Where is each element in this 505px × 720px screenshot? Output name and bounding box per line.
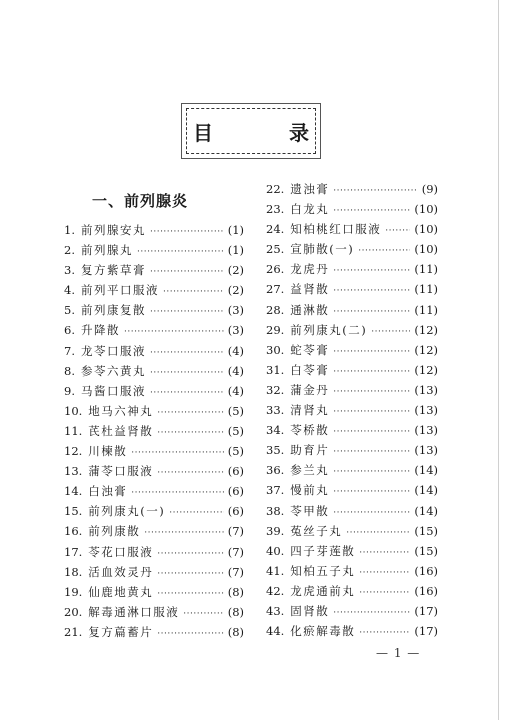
toc-entry-title: 参兰丸 xyxy=(290,463,330,478)
toc-entry-title: 宣肺散(一) xyxy=(290,242,355,257)
toc-entry-page: (15) xyxy=(414,523,438,538)
toc-entry-page: (14) xyxy=(414,463,438,478)
toc-entry-number: 22. xyxy=(266,182,285,196)
toc-entry-page: (11) xyxy=(414,302,438,317)
toc-leader-dots xyxy=(333,367,410,377)
toc-entry-number: 43. xyxy=(266,603,285,618)
toc-entry-page: (12) xyxy=(414,322,438,337)
toc-entry-page: (5) xyxy=(227,403,244,418)
toc-entry-page: (15) xyxy=(414,543,438,558)
toc-entry[interactable] xyxy=(266,583,438,603)
toc-leader-dots xyxy=(157,549,223,559)
toc-entry-page: (12) xyxy=(414,342,438,357)
toc-entry-title: 前列腺丸 xyxy=(80,243,133,258)
page-edge xyxy=(498,0,499,720)
toc-entry-page: (11) xyxy=(414,262,438,277)
toc-entry-page: (5) xyxy=(227,444,244,459)
toc-entry[interactable] xyxy=(266,362,438,382)
toc-leader-dots xyxy=(333,307,410,317)
toc-entry-title: 升降散 xyxy=(80,323,120,338)
toc-entry-page: (7) xyxy=(227,564,244,579)
toc-entry-number: 29. xyxy=(266,322,285,337)
toc-entry-title: 前列康丸(一) xyxy=(88,504,166,519)
toc-entry-page: (17) xyxy=(414,603,438,618)
toc-entry-page: (14) xyxy=(414,503,438,518)
toc-entry-number: 27. xyxy=(266,282,285,297)
toc-entry[interactable] xyxy=(64,463,244,483)
toc-entry-number: 33. xyxy=(266,403,285,418)
toc-entry-number: 17. xyxy=(64,544,83,559)
toc-leader-dots xyxy=(157,408,223,418)
toc-entry-number: 38. xyxy=(266,503,285,518)
toc-leader-dots xyxy=(157,468,223,478)
toc-entry-number: 2. xyxy=(64,243,75,258)
toc-entry-title: 前列康散 xyxy=(88,524,141,539)
toc-leader-dots xyxy=(150,348,224,358)
toc-leader-dots xyxy=(359,588,410,598)
toc-entry-page: (1) xyxy=(227,243,244,258)
toc-entry-number: 36. xyxy=(266,463,285,478)
toc-entry-title: 前列平口服液 xyxy=(80,283,159,298)
toc-leader-dots xyxy=(333,286,410,296)
toc-entry-number: 8. xyxy=(64,363,75,378)
toc-entry-title: 马酱口服液 xyxy=(80,383,146,398)
toc-entry[interactable] xyxy=(64,242,244,262)
toc-entry[interactable] xyxy=(64,282,244,302)
toc-entry[interactable] xyxy=(266,281,438,301)
toc-entry-title: 苓甲散 xyxy=(290,503,330,518)
toc-leader-dots xyxy=(333,206,410,216)
toc-entry[interactable] xyxy=(266,503,438,523)
toc-entry-page: (17) xyxy=(414,624,438,639)
toc-entry[interactable] xyxy=(266,422,438,442)
toc-entry-page: (13) xyxy=(414,423,438,438)
toc-entry-number: 10. xyxy=(64,403,83,418)
toc-entry[interactable] xyxy=(64,624,244,644)
toc-entry-title: 化瘀解毒散 xyxy=(290,624,356,639)
toc-entry-number: 18. xyxy=(64,564,83,579)
toc-entry-page: (10) xyxy=(414,202,438,217)
toc-entry-page: (4) xyxy=(227,343,244,358)
toc-entry-page: (5) xyxy=(227,423,244,438)
page-title: 目 录 xyxy=(193,120,337,145)
toc-leader-dots xyxy=(157,629,223,639)
toc-entry-title: 苓花口服液 xyxy=(88,544,154,559)
toc-entry-page: (12) xyxy=(414,362,438,377)
toc-entry-title: 清肾丸 xyxy=(290,403,330,418)
toc-entry-title: 助育片 xyxy=(290,443,330,458)
toc-entry-number: 23. xyxy=(266,202,285,217)
toc-leader-dots xyxy=(333,266,410,276)
toc-entry[interactable] xyxy=(266,342,438,362)
toc-entry[interactable] xyxy=(266,261,438,281)
toc-entry-number: 31. xyxy=(266,362,285,377)
toc-leader-dots xyxy=(157,428,223,438)
toc-leader-dots xyxy=(333,427,410,437)
toc-entry[interactable] xyxy=(64,443,244,463)
toc-entry-number: 35. xyxy=(266,443,285,458)
toc-entry-page: (6) xyxy=(227,484,244,499)
toc-entry[interactable] xyxy=(266,523,438,543)
toc-entry-title: 益肾散 xyxy=(290,282,330,297)
toc-entry[interactable] xyxy=(64,423,244,443)
toc-entry-page: (6) xyxy=(227,464,244,479)
toc-entry-title: 前列腺安丸 xyxy=(80,223,146,237)
toc-title-box xyxy=(186,108,337,154)
toc-entry-page: (10) xyxy=(414,222,438,237)
toc-entry[interactable] xyxy=(266,201,438,221)
toc-leader-dots xyxy=(144,528,223,538)
toc-entry[interactable] xyxy=(64,483,244,503)
toc-leader-dots xyxy=(131,488,223,498)
toc-entry-number: 20. xyxy=(64,604,83,619)
toc-entry-number: 40. xyxy=(266,543,285,558)
toc-entry-number: 24. xyxy=(266,222,285,237)
toc-entry-number: 1. xyxy=(64,223,75,237)
toc-leader-dots xyxy=(333,347,410,357)
toc-entry-number: 28. xyxy=(266,302,285,317)
toc-leader-dots xyxy=(333,447,410,457)
toc-entry-page: (4) xyxy=(227,383,244,398)
toc-leader-dots xyxy=(150,368,224,378)
toc-entry[interactable] xyxy=(266,563,438,583)
toc-entry[interactable] xyxy=(64,604,244,624)
section-heading: 一、前列腺炎 xyxy=(92,192,189,210)
toc-entry-number: 4. xyxy=(64,283,75,298)
toc-entry[interactable] xyxy=(64,403,244,423)
toc-entry-number: 34. xyxy=(266,423,285,438)
toc-entry[interactable] xyxy=(266,181,438,201)
toc-entry-number: 19. xyxy=(64,584,83,599)
toc-entry-number: 25. xyxy=(266,242,285,257)
toc-leader-dots xyxy=(163,287,224,297)
toc-entry-title: 蒲金丹 xyxy=(290,382,330,397)
toc-entry-page: (2) xyxy=(227,263,244,278)
toc-entry-number: 42. xyxy=(266,583,285,598)
toc-leader-dots xyxy=(150,267,224,277)
toc-entry-page: (10) xyxy=(414,242,438,257)
toc-entry[interactable] xyxy=(266,322,438,342)
toc-entry-page: (7) xyxy=(227,524,244,539)
toc-entry-number: 14. xyxy=(64,484,83,499)
toc-leader-dots xyxy=(333,387,410,397)
toc-leader-dots xyxy=(333,508,410,518)
toc-entry-title: 解毒通淋口服液 xyxy=(88,604,180,619)
toc-entry-title: 蛇苓膏 xyxy=(290,342,330,357)
toc-leader-dots xyxy=(137,247,224,257)
toc-entry[interactable] xyxy=(64,544,244,564)
toc-entry-title: 地马六神丸 xyxy=(88,403,154,418)
toc-entry-number: 39. xyxy=(266,523,285,538)
toc-entry-title: 菟丝子丸 xyxy=(290,523,343,538)
toc-entry-title: 四子芽莲散 xyxy=(290,543,356,558)
toc-entry-title: 遗浊膏 xyxy=(290,182,330,196)
toc-entry[interactable] xyxy=(266,462,438,482)
toc-entry-title: 前列康丸(二) xyxy=(290,322,368,337)
toc-entry[interactable] xyxy=(64,383,244,403)
toc-entry[interactable] xyxy=(64,343,244,363)
toc-entry-number: 3. xyxy=(64,263,75,278)
toc-entry[interactable] xyxy=(64,523,244,543)
toc-entry-title: 通淋散 xyxy=(290,302,330,317)
toc-entry-page: (14) xyxy=(414,483,438,498)
toc-leader-dots xyxy=(333,608,410,618)
toc-entry-page: (8) xyxy=(227,624,244,639)
toc-entry[interactable] xyxy=(266,482,438,502)
toc-leader-dots xyxy=(359,548,410,558)
toc-entry[interactable] xyxy=(266,241,438,261)
toc-entry-title: 慢前丸 xyxy=(290,483,330,498)
toc-entry-page: (6) xyxy=(227,504,244,519)
toc-entry-page: (16) xyxy=(414,583,438,598)
toc-leader-dots xyxy=(359,568,410,578)
toc-leader-dots xyxy=(385,226,410,236)
toc-entry-title: 白浊膏 xyxy=(88,484,128,499)
toc-entry-number: 44. xyxy=(266,624,285,639)
toc-entry-title: 参苓六黄丸 xyxy=(80,363,146,378)
toc-entry-title: 芪杜益肾散 xyxy=(88,423,154,438)
toc-leader-dots xyxy=(157,589,223,599)
toc-entry-page: (16) xyxy=(414,563,438,578)
toc-entry[interactable] xyxy=(64,584,244,604)
toc-entry-number: 12. xyxy=(64,444,83,459)
toc-column-right xyxy=(266,181,438,643)
toc-entry-page: (8) xyxy=(227,604,244,619)
toc-entry-title: 川楝散 xyxy=(88,444,128,459)
toc-entry-title: 白苓膏 xyxy=(290,362,330,377)
toc-entry[interactable] xyxy=(266,623,438,643)
toc-entry-page: (9) xyxy=(421,182,438,196)
toc-entry[interactable] xyxy=(266,402,438,422)
toc-entry[interactable] xyxy=(266,302,438,322)
toc-entry-page: (1) xyxy=(227,223,244,237)
toc-leader-dots xyxy=(169,508,223,518)
toc-entry-title: 龙苓口服液 xyxy=(80,343,146,358)
toc-entry[interactable] xyxy=(266,221,438,241)
toc-leader-dots xyxy=(359,628,410,638)
toc-leader-dots xyxy=(346,528,410,538)
toc-entry[interactable] xyxy=(64,363,244,383)
toc-entry-number: 26. xyxy=(266,262,285,277)
toc-leader-dots xyxy=(358,246,410,256)
toc-entry[interactable] xyxy=(64,322,244,342)
toc-entry[interactable] xyxy=(266,442,438,462)
toc-entry-title: 蒲苓口服液 xyxy=(88,464,154,479)
toc-entry-number: 16. xyxy=(64,524,83,539)
toc-entry-page: (2) xyxy=(227,283,244,298)
toc-entry-title: 复方紫草膏 xyxy=(80,263,146,278)
toc-entry-number: 15. xyxy=(64,504,83,519)
toc-entry-number: 7. xyxy=(64,343,75,358)
toc-leader-dots xyxy=(157,569,223,579)
toc-entry[interactable] xyxy=(64,564,244,584)
toc-entry-page: (8) xyxy=(227,584,244,599)
toc-entry-page: (13) xyxy=(414,382,438,397)
toc-leader-dots xyxy=(333,467,410,477)
toc-leader-dots xyxy=(150,388,224,398)
toc-entry-number: 5. xyxy=(64,303,75,318)
toc-entry-title: 知柏桃红口服液 xyxy=(290,222,382,237)
toc-entry-title: 龙虎丹 xyxy=(290,262,330,277)
toc-leader-dots xyxy=(150,227,224,237)
toc-entry-number: 13. xyxy=(64,464,83,479)
toc-entry-number: 9. xyxy=(64,383,75,398)
toc-entry-number: 41. xyxy=(266,563,285,578)
toc-entry-page: (3) xyxy=(227,303,244,318)
toc-entry[interactable] xyxy=(64,222,244,242)
toc-entry-number: 21. xyxy=(64,624,83,639)
toc-entry-page: (4) xyxy=(227,363,244,378)
toc-entry[interactable] xyxy=(64,302,244,322)
toc-leader-dots xyxy=(150,307,224,317)
toc-entry-title: 苓桥散 xyxy=(290,423,330,438)
toc-column-left xyxy=(64,222,244,644)
toc-leader-dots xyxy=(124,327,224,337)
toc-entry-page: (13) xyxy=(414,443,438,458)
toc-entry-title: 活血效灵丹 xyxy=(88,564,154,579)
toc-entry-page: (3) xyxy=(227,323,244,338)
toc-entry[interactable] xyxy=(266,543,438,563)
toc-entry-title: 前列康复散 xyxy=(80,303,146,318)
toc-leader-dots xyxy=(333,186,417,196)
toc-entry[interactable] xyxy=(266,382,438,402)
toc-entry-title: 固肾散 xyxy=(290,603,330,618)
toc-entry-number: 30. xyxy=(266,342,285,357)
toc-entry-title: 龙虎通前丸 xyxy=(290,583,356,598)
toc-entry[interactable] xyxy=(64,503,244,523)
toc-entry-title: 仙鹿地黄丸 xyxy=(88,584,154,599)
toc-entry-number: 11. xyxy=(64,423,83,438)
toc-entry-number: 32. xyxy=(266,382,285,397)
toc-entry-title: 白龙丸 xyxy=(290,202,330,217)
toc-leader-dots xyxy=(131,448,223,458)
toc-entry-page: (7) xyxy=(227,544,244,559)
toc-entry-number: 6. xyxy=(64,323,75,338)
toc-entry-title: 知柏五子丸 xyxy=(290,563,356,578)
toc-leader-dots xyxy=(333,487,410,497)
toc-entry-title: 复方萹蓄片 xyxy=(88,624,154,639)
toc-entry-page: (11) xyxy=(414,282,438,297)
toc-leader-dots xyxy=(183,609,223,619)
toc-entry[interactable] xyxy=(64,262,244,282)
toc-entry[interactable] xyxy=(266,603,438,623)
toc-leader-dots xyxy=(333,407,410,417)
page-number: — 1 — xyxy=(376,646,421,660)
toc-leader-dots xyxy=(371,327,410,337)
toc-entry-number: 37. xyxy=(266,483,285,498)
toc-entry-page: (13) xyxy=(414,403,438,418)
